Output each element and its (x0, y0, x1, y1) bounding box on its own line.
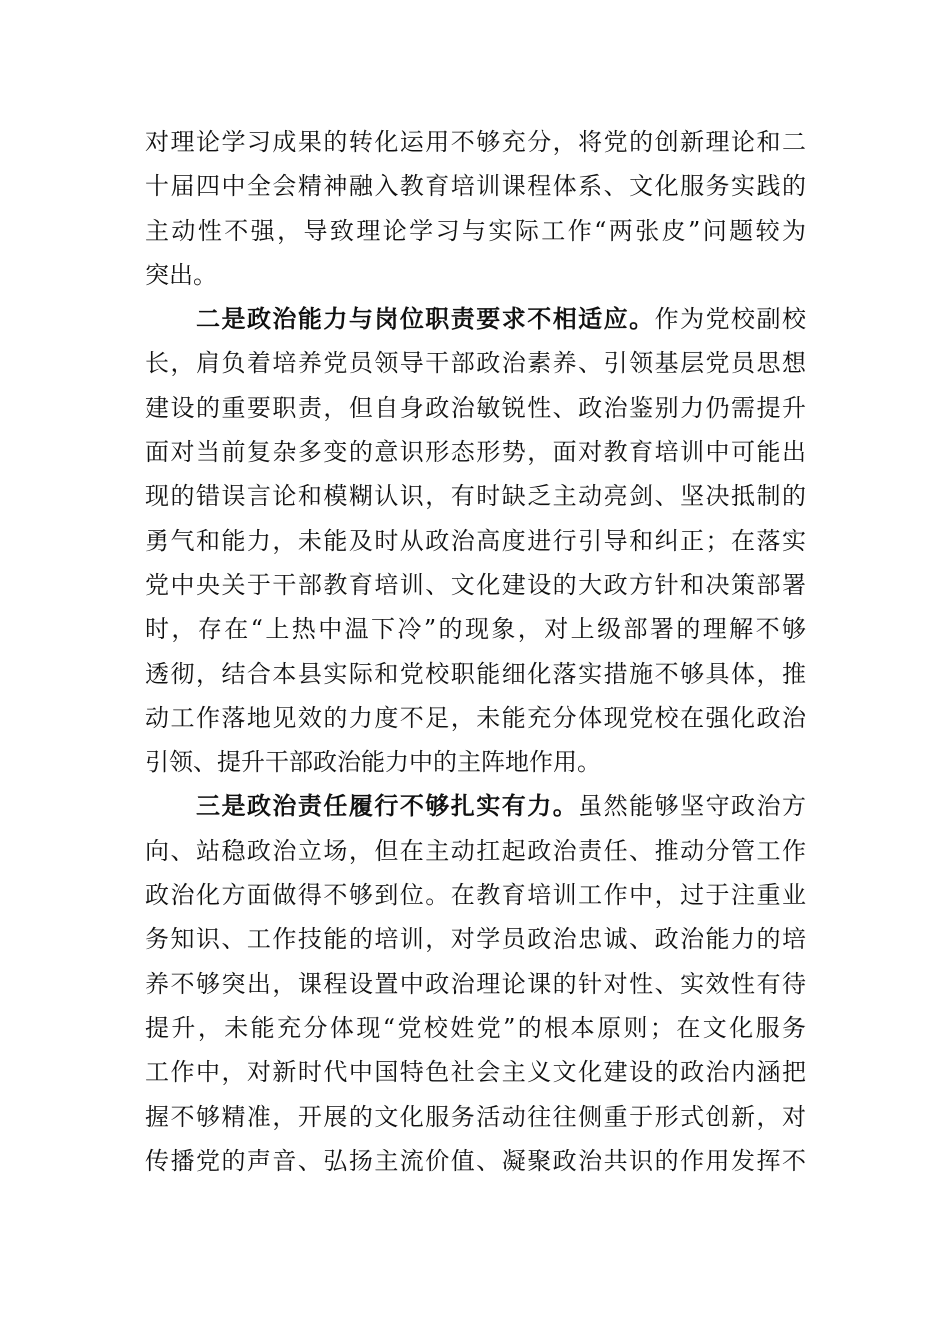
text-line: 工作中，对新时代中国特色社会主义文化建设的政治内涵把 (145, 1058, 806, 1087)
text-line: 向、站稳政治立场，但在主动扛起政治责任、推动分管工作 (145, 836, 806, 865)
text-line: 握不够精准，开展的文化服务活动往往侧重于形式创新，对 (145, 1102, 806, 1131)
paragraph (145, 297, 806, 784)
text-line: 突出。 (145, 260, 217, 289)
text-line: 党中央关于干部教育培训、文化建设的大政方针和决策部署 (145, 570, 806, 599)
paragraph (145, 120, 806, 297)
text-line: 提升，未能充分体现“党校姓党”的根本原则；在文化服务 (145, 1013, 806, 1042)
text-line: 动工作落地见效的力度不足，未能充分体现党校在强化政治 (145, 703, 806, 732)
text-line: 透彻，结合本县实际和党校职能细化落实措施不够具体，推 (145, 659, 806, 688)
paragraph-lead: 二是政治能力与岗位职责要求不相适应。 (196, 304, 655, 334)
text-line: 传播党的声音、弘扬主流价值、凝聚政治共识的作用发挥不 (145, 1146, 806, 1175)
paragraph (145, 784, 806, 1183)
text-line: 引领、提升干部政治能力中的主阵地作用。 (145, 748, 601, 777)
text-line: 面对当前复杂多变的意识形态形势，面对教育培训中可能出 (145, 438, 806, 467)
text-line: 时，存在“上热中温下冷”的现象，对上级部署的理解不够 (145, 615, 806, 644)
text-line: 养不够突出，课程设置中政治理论课的针对性、实效性有待 (145, 969, 806, 998)
text-line: 政治化方面做得不够到位。在教育培训工作中，过于注重业 (145, 881, 806, 910)
text-line: 主动性不强，导致理论学习与实际工作“两张皮”问题较为 (145, 216, 806, 245)
text-line: 勇气和能力，未能及时从政治高度进行引导和纠正；在落实 (145, 526, 806, 555)
text-line: 务知识、工作技能的培训，对学员政治忠诚、政治能力的培 (145, 925, 806, 954)
paragraph-lead: 三是政治责任履行不够扎实有力。 (196, 791, 579, 821)
text-line (145, 784, 806, 828)
document-page (145, 120, 806, 1183)
text-line (145, 297, 806, 341)
text-line: 对理论学习成果的转化运用不够充分，将党的创新理论和二 (145, 128, 806, 156)
text-line: 长，肩负着培养党员领导干部政治素养、引领基层党员思想 (145, 349, 806, 378)
paragraph-text: 作为党校副校 (654, 305, 807, 334)
text-line: 建设的重要职责，但自身政治敏锐性、政治鉴别力仍需提升 (145, 393, 806, 422)
text-line: 现的错误言论和模糊认识，有时缺乏主动亮剑、坚决抵制的 (145, 482, 806, 511)
paragraph-text: 虽然能够坚守政治方 (578, 792, 807, 821)
text-line: 十届四中全会精神融入教育培训课程体系、文化服务实践的 (145, 172, 806, 201)
